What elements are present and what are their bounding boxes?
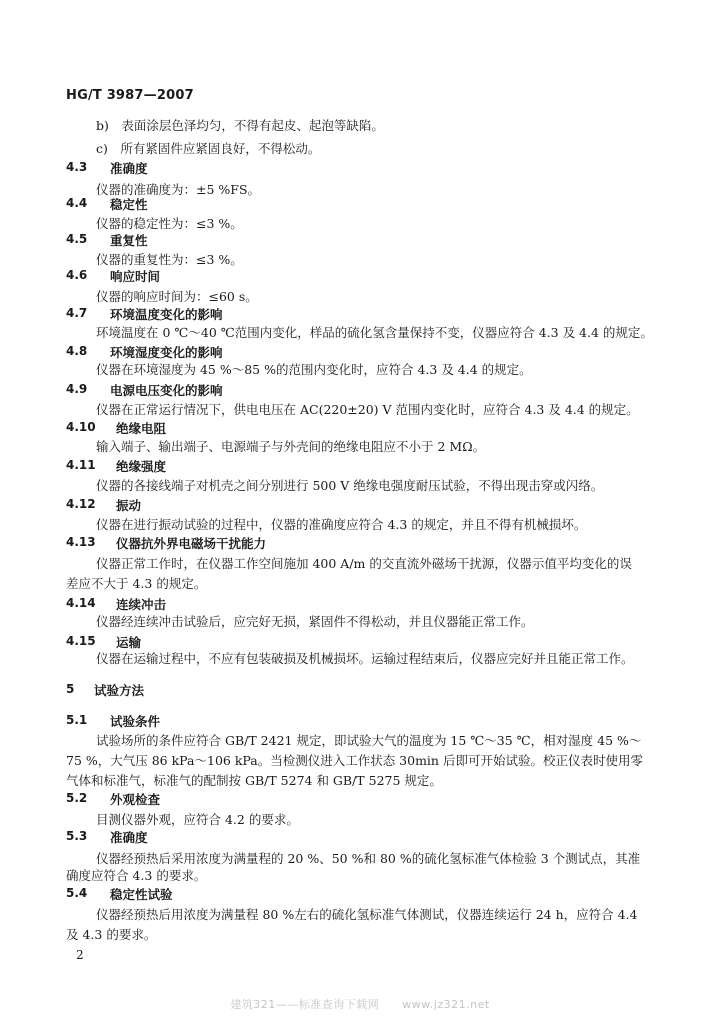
section-number: 4.13 (66, 535, 96, 549)
section-title: 运输 (116, 635, 142, 650)
section-title: 连续冲击 (116, 597, 167, 612)
section-body-continued: 气体和标准气，标准气的配制按 GB/T 5274 和 GB/T 5275 规定。 (66, 773, 442, 788)
section-title: 外观检查 (110, 792, 161, 807)
section-body: 仪器在环境湿度为 45 %～85 %的范围内变化时，应符合 4.3 及 4.4 的规定。 (96, 362, 532, 377)
section-title: 振动 (116, 498, 142, 513)
section-title: 绝缘强度 (116, 459, 167, 474)
item-c: c) 所有紧固件应紧固良好，不得松动。 (96, 141, 321, 156)
section-body: 仪器在运输过程中，不应有包装破损及机械损坏。运输过程结束后，仪器应完好并且能正常工作。 (96, 651, 634, 666)
section-title: 仪器抗外界电磁场干扰能力 (116, 536, 267, 551)
section-number: 4.10 (66, 420, 96, 434)
section-body: 输入端子、输出端子、电源端子与外壳间的绝缘电阻应不小于 2 MΩ。 (96, 439, 486, 454)
section-number: 5.4 (66, 886, 88, 900)
section-number: 4.6 (66, 268, 88, 282)
section-title: 试验条件 (110, 714, 161, 729)
section-title: 电源电压变化的影响 (110, 383, 223, 398)
section-body: 仪器的各接线端子对机壳之间分别进行 500 V 绝缘电强度耐压试验，不得出现击穿或闪络。 (96, 478, 604, 493)
section-number: 5.3 (66, 829, 88, 843)
watermark: 建筑321——标准查询下载网 www.jz321.net (230, 998, 490, 1011)
section-title: 环境温度变化的影响 (110, 307, 223, 322)
section-body: 仪器经连续冲击试验后，应完好无损，紧固件不得松动，并且仪器能正常工作。 (96, 614, 534, 629)
section-body: 试验场所的条件应符合 GB/T 2421 规定，即试验大气的温度为 15 ℃～35 ℃，相对湿度 45 %～ (96, 733, 642, 748)
section-title: 稳定性试验 (110, 887, 173, 902)
section-number: 4.12 (66, 497, 96, 511)
section-number: 4.3 (66, 160, 88, 174)
section-number: 4.11 (66, 458, 96, 472)
section-body: 仪器正常工作时，在仪器工作空间施加 400 A/m 的交直流外磁场干扰源，仪器示值平均变化的误 (96, 556, 632, 571)
section-body: 环境温度在 0 ℃～40 ℃范围内变化，样品的硫化氢含量保持不变，仪器应符合 4.3 及 4.4 的规定。 (96, 325, 653, 340)
section-body: 目测仪器外观，应符合 4.2 的要求。 (96, 812, 299, 827)
section-body: 仪器在进行振动试验的过程中，仪器的准确度应符合 4.3 的规定，并且不得有机械损坏。 (96, 517, 587, 532)
section-body: 仪器在正常运行情况下，供电电压在 AC(220±20) V 范围内变化时，应符合 4.3 及 4.4 的规定。 (96, 402, 639, 417)
section-number: 4.14 (66, 596, 96, 610)
section-number: 4.15 (66, 634, 96, 648)
section-number: 4.8 (66, 344, 88, 358)
section-title: 稳定性 (110, 197, 148, 212)
section-body-continued: 及 4.3 的要求。 (66, 927, 157, 942)
item-b: b) 表面涂层色泽均匀，不得有起皮、起泡等缺陷。 (96, 118, 384, 133)
section-title: 响应时间 (110, 269, 161, 284)
section-title: 准确度 (110, 830, 148, 845)
page-number: 2 (76, 948, 84, 962)
section-number: 5.1 (66, 713, 88, 727)
section-body-continued: 75 %，大气压 86 kPa～106 kPa。当检测仪进入工作状态 30min 后即可开始试验。校正仪表时使用零 (66, 753, 643, 768)
section-body: 仪器的重复性为：≤3 %。 (96, 252, 243, 267)
section-number: 4.7 (66, 306, 88, 320)
section-title: 绝缘电阻 (116, 421, 167, 436)
section-title: 准确度 (110, 161, 148, 176)
section-number: 4.5 (66, 232, 88, 246)
section-number: 5.2 (66, 791, 88, 805)
chapter-number: 5 (66, 682, 75, 696)
section-body-continued: 差应不大于 4.3 的规定。 (66, 576, 207, 591)
section-body: 仪器的响应时间为：≤60 s。 (96, 289, 258, 304)
section-title: 重复性 (110, 233, 148, 248)
standard-code: HG/T 3987—2007 (66, 88, 194, 103)
section-body: 仪器经预热后采用浓度为满量程的 20 %、50 %和 80 %的硫化氢标准气体检验 3 个测试点，其准 (96, 851, 641, 866)
section-number: 4.9 (66, 382, 88, 396)
section-body: 仪器的准确度为：±5 %FS。 (96, 182, 261, 197)
chapter-title: 试验方法 (94, 683, 145, 698)
section-title: 环境湿度变化的影响 (110, 345, 223, 360)
section-number: 4.4 (66, 196, 88, 210)
section-body: 仪器的稳定性为：≤3 %。 (96, 216, 243, 231)
section-body-continued: 确度应符合 4.3 的要求。 (66, 868, 207, 883)
section-body: 仪器经预热后用浓度为满量程 80 %左右的硫化氢标准气体测试，仪器连续运行 24 h，应符合 4.4 (96, 907, 638, 922)
